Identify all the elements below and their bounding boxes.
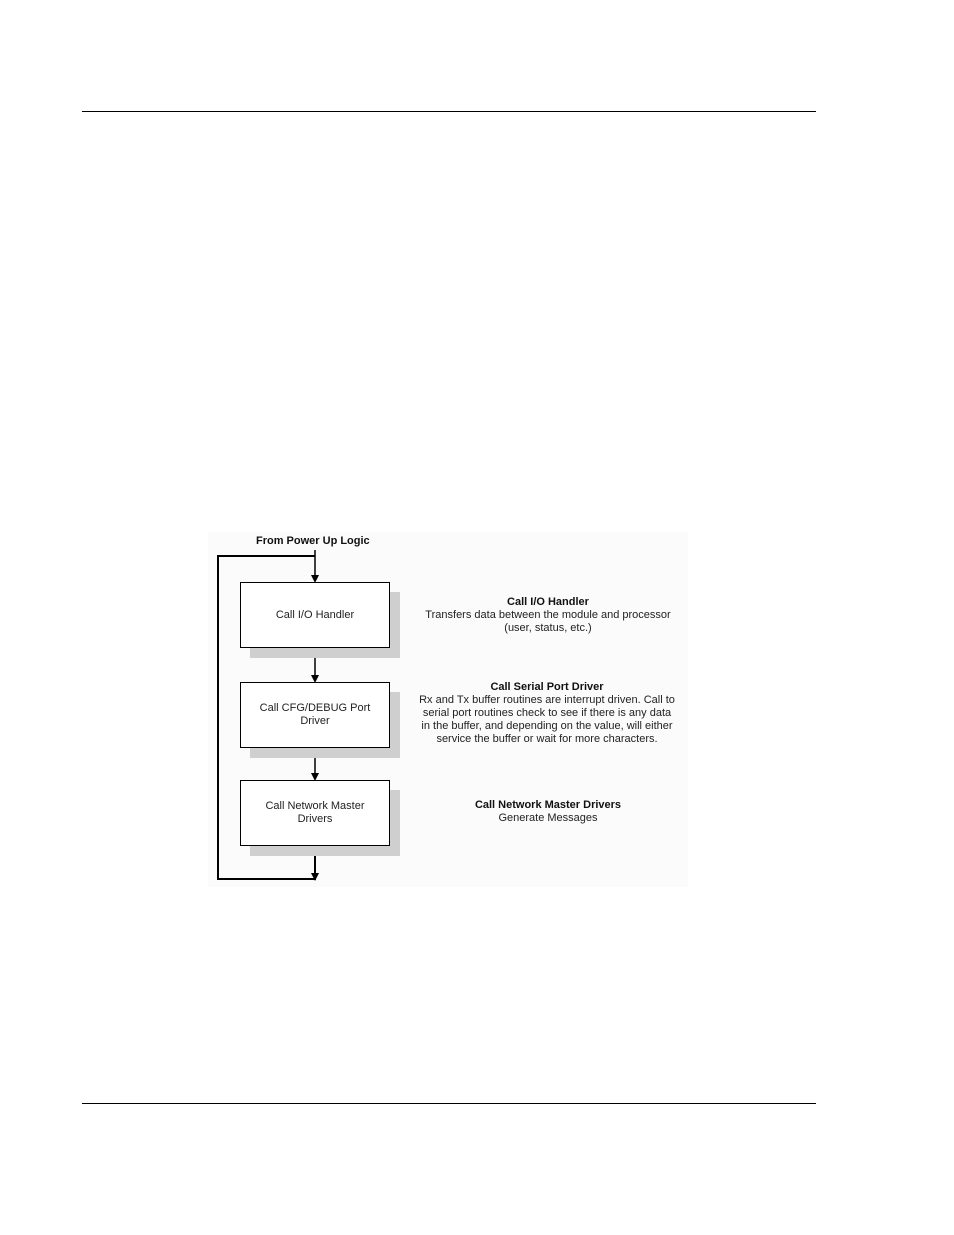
description-line: Rx and Tx buffer routines are interrupt driven. Call to bbox=[419, 694, 675, 706]
io-handler-box-label: Call I/O Handler bbox=[275, 608, 355, 621]
io-handler-description bbox=[408, 596, 688, 635]
description-line: service the buffer or wait for more characters. bbox=[436, 733, 658, 745]
description-line: Transfers data between the module and processor bbox=[425, 609, 671, 621]
network-master-box bbox=[240, 780, 390, 846]
description-line: serial port routines check to see if there is any data bbox=[422, 707, 672, 719]
description-line: in the buffer, and depending on the value, will either bbox=[421, 720, 673, 732]
serial-port-description bbox=[406, 681, 688, 746]
header-rule bbox=[82, 111, 816, 112]
cfg-debug-port-box bbox=[240, 682, 390, 748]
cfg-debug-port-box-label: Call CFG/DEBUG Port Driver bbox=[259, 702, 371, 727]
description-title: Call Serial Port Driver bbox=[490, 681, 604, 693]
footer-rule bbox=[82, 1103, 816, 1104]
description-title: Call I/O Handler bbox=[507, 596, 589, 608]
main-logic-loop-diagram bbox=[208, 532, 688, 887]
network-master-box-label: Call Network Master Drivers bbox=[265, 800, 365, 825]
description-line: Generate Messages bbox=[498, 812, 598, 824]
description-title: Call Network Master Drivers bbox=[474, 799, 622, 811]
network-master-description bbox=[428, 799, 668, 825]
io-handler-box bbox=[240, 582, 390, 648]
start-label: From Power Up Logic bbox=[256, 535, 370, 547]
description-line: (user, status, etc.) bbox=[504, 622, 592, 634]
